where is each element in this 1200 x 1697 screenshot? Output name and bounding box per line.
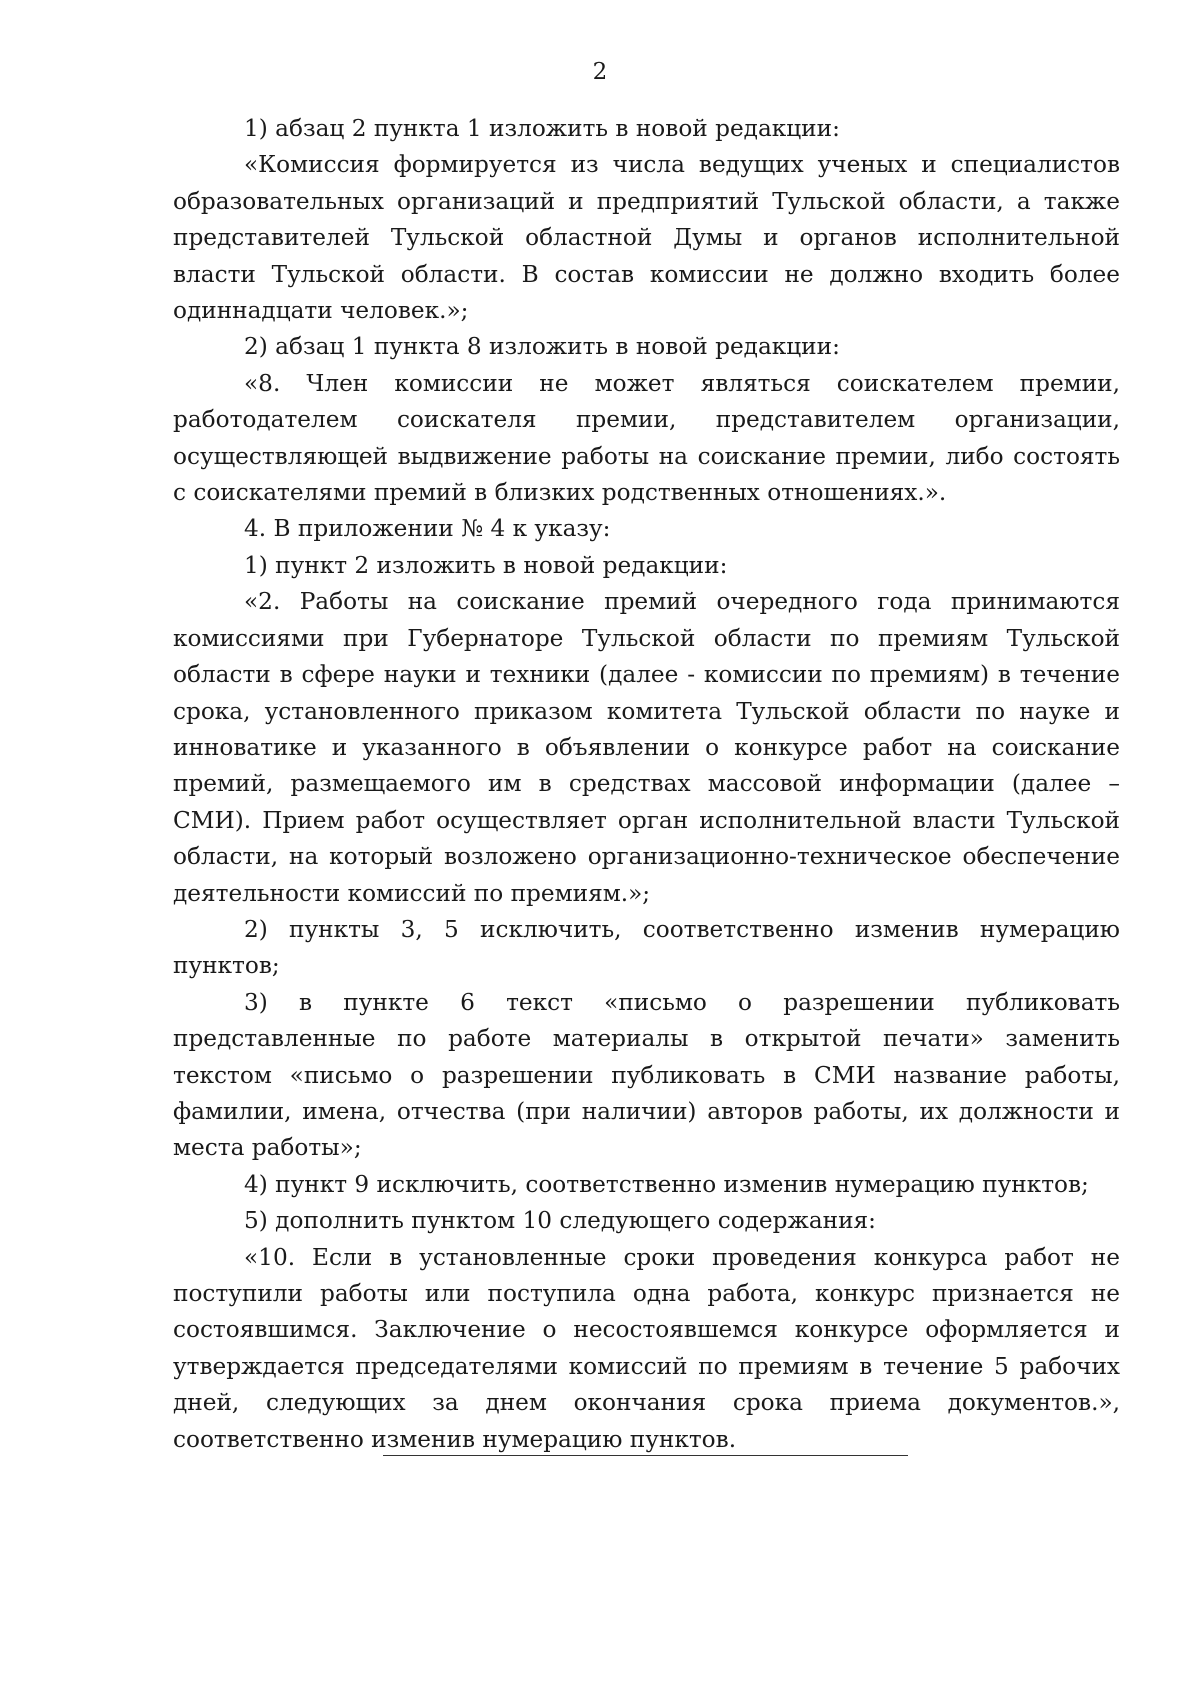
paragraph: 1) пункт 2 изложить в новой редакции: — [244, 551, 728, 579]
document-body — [173, 111, 1120, 1458]
end-divider-line — [383, 1455, 908, 1456]
paragraph: «Комиссия формируется из числа ведущих ученых и специалистов образовательных организаций и предприятий Тульской области, а также представителей Тульской областной Думы и органов исполнительной власти Тульской области. В состав комиссии не должно входить более одиннадцати человек.»; — [173, 151, 1120, 325]
paragraph: 3) в пункте 6 текст «письмо о разрешении публиковать представленные по работе материалы в открытой печати» заменить текстом «письмо о разрешении публиковать в СМИ название работы, фамилии, имена, отчества (при наличии) авторов работы, их должности и места работы»; — [173, 988, 1120, 1162]
paragraph: 2) пункты 3, 5 исключить, соответственно изменив нумерацию пунктов; — [173, 915, 1120, 980]
paragraph: «8. Член комиссии не может являться соискателем премии, работодателем соискателя премии, представителем организации, осуществляющей выдвижение работы на соискание премии, либо состоять с соискателями премий в близких родственных отношениях.». — [173, 369, 1120, 507]
paragraph: «2. Работы на соискание премий очередного года принимаются комиссиями при Губернаторе Тульской области по премиям Тульской области в сфере науки и техники (далее - комиссии по премиям) в течение срока, установленного приказом комитета Тульской области по науке и инноватике и указанного в объявлении о конкурсе работ на соискание премий, размещаемого им в средствах массовой информации (далее – СМИ). Прием работ осуществляет орган исполнительной власти Тульской области, на который возложено организационно-техническое обеспечение деятельности комиссий по премиям.»; — [173, 588, 1120, 907]
paragraph: 4. В приложении № 4 к указу: — [244, 515, 611, 543]
page-number: 2 — [592, 59, 608, 85]
paragraph: 4) пункт 9 исключить, соответственно изменив нумерацию пунктов; — [244, 1170, 1089, 1198]
paragraph: 5) дополнить пунктом 10 следующего содержания: — [244, 1207, 876, 1235]
paragraph: 1) абзац 2 пункта 1 изложить в новой редакции: — [244, 115, 840, 142]
paragraph: «10. Если в установленные сроки проведения конкурса работ не поступили работы или поступила одна работа, конкурс признается не состоявшимся. Заключение о несостоявшемся конкурсе оформляется и утверждается председателями комиссий по премиям в течение 5 рабочих дней, следующих за днем окончания срока приема документов.», соответственно изменив нумерацию пунктов. — [173, 1243, 1120, 1453]
paragraph: 2) абзац 1 пункта 8 изложить в новой редакции: — [244, 333, 840, 361]
